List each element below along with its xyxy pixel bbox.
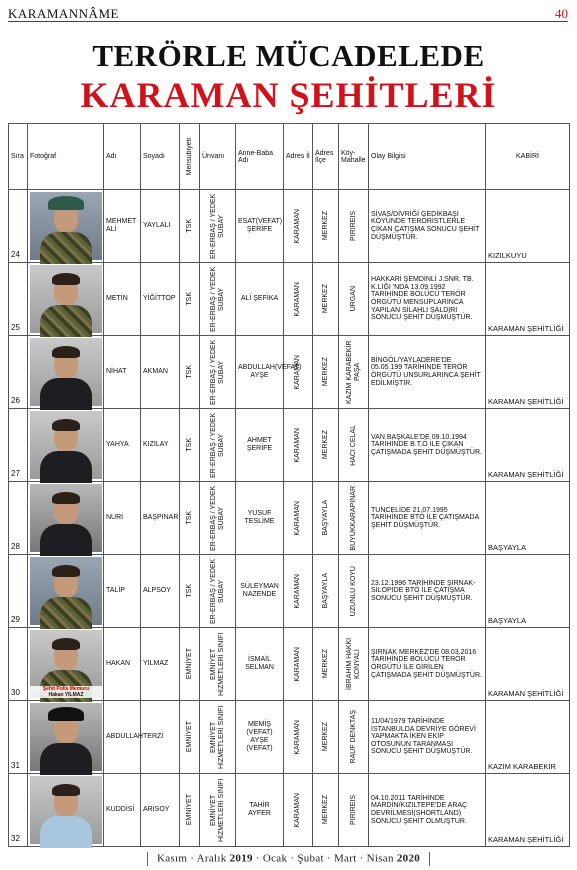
cell-soyadi: YİĞİTTOP (141, 263, 180, 336)
cell-koy (339, 628, 369, 701)
koy-text: PIRIREIS (349, 211, 357, 241)
portrait-photo (30, 703, 102, 771)
cell-kabir: KARAMAN ŞEHİTLİĞİ (486, 409, 570, 482)
cell-photo (28, 263, 104, 336)
unvan-text: EMNİYET HİZMETLERİ SINIFI (209, 632, 225, 696)
cell-soyadi: ALPSOY (141, 555, 180, 628)
col-adres-ilce: Adres İlçe (313, 124, 339, 190)
ilce-text: MERKEZ (321, 284, 329, 314)
cell-ilce (313, 336, 339, 409)
page-header (8, 6, 568, 22)
cell-soyadi: YILMAZ (141, 628, 180, 701)
portrait-photo (30, 484, 102, 552)
cell-anne-baba: AHMET ŞERİFE (236, 409, 284, 482)
col-unvani: Ünvanı (200, 124, 236, 190)
table-row (9, 555, 570, 628)
cell-sira: 31 (9, 701, 28, 774)
cell-kabir: KARAMAN ŞEHİTLİĞİ (486, 336, 570, 409)
cell-il (284, 628, 313, 701)
cell-ilce (313, 701, 339, 774)
cell-olay: 23.12.1996 TARİHİNDE ŞIRNAK-SİLOPİDE BTÖ İLE ÇATIŞMA SONUCU ŞEHİT DÜŞMÜŞTÜR. (369, 555, 486, 628)
koy-text: KAZIM KARABEKİR PAŞA (345, 340, 361, 404)
koy-text: URGAN (349, 286, 357, 312)
cell-kabir: KAZIM KARABEKİR (486, 701, 570, 774)
cell-mensubiyet (180, 701, 200, 774)
cell-olay: TUNCELİDE 21.07.1995 TARİHİNDE BTÖ İLE ÇATIŞMADA ŞEHİT DÜŞMÜŞTÜR. (369, 482, 486, 555)
col-mensubiyeti-label: Mensubiyeti (185, 137, 193, 176)
mensubiyet-text: TSK (185, 219, 193, 233)
cell-koy (339, 482, 369, 555)
ilce-text: MERKEZ (321, 649, 329, 679)
cell-mensubiyet (180, 555, 200, 628)
cell-il (284, 190, 313, 263)
koy-text: PIRIREIS (349, 795, 357, 825)
mensubiyet-text: TSK (185, 438, 193, 452)
col-soyadi: Soyadı (141, 124, 180, 190)
cell-adi: ABDULLAH (104, 701, 141, 774)
cell-photo (28, 555, 104, 628)
il-text: KARAMAN (294, 719, 301, 755)
cell-ilce (313, 190, 339, 263)
cell-adi: HAKAN (104, 628, 141, 701)
cell-il (284, 336, 313, 409)
cell-photo (28, 628, 104, 701)
cell-unvan (200, 774, 236, 847)
cell-kabir: KARAMAN ŞEHİTLİĞİ (486, 263, 570, 336)
cell-mensubiyet (180, 190, 200, 263)
cell-koy (339, 409, 369, 482)
portrait-photo (30, 338, 102, 406)
ilce-text: MERKEZ (321, 357, 329, 387)
il-text: KARAMAN (294, 208, 301, 244)
col-koy-mahalle: Köy-Mahalle (339, 124, 369, 190)
cell-adi: NİHAT (104, 336, 141, 409)
ilce-text: MERKEZ (321, 722, 329, 752)
cell-olay: ŞIRNAK MERKEZ'DE 08.03.2016 TARİHİNDE BÖLÜCÜ TERÖR ÖRGÜTÜ İLE GİRİLEN ÇATIŞMADA ŞEHİT DÜŞMÜŞTÜR. (369, 628, 486, 701)
cell-adi: YAHYA (104, 409, 141, 482)
cell-ilce (313, 628, 339, 701)
col-sira: Sıra (9, 124, 28, 190)
il-text: KARAMAN (294, 354, 301, 390)
photo-caption (30, 686, 102, 698)
cell-ilce (313, 263, 339, 336)
footer-months-2: · Ocak · Şubat · Mart · Nisan (255, 852, 394, 865)
col-foto: Fotoğraf (28, 124, 104, 190)
cell-anne-baba: İSMAİL SELMAN (236, 628, 284, 701)
cell-photo (28, 409, 104, 482)
table-row (9, 701, 570, 774)
cell-il (284, 701, 313, 774)
cell-koy (339, 263, 369, 336)
cell-koy (339, 701, 369, 774)
col-mensubiyeti (180, 124, 200, 190)
ilce-text: MERKEZ (321, 430, 329, 460)
cell-sira: 27 (9, 409, 28, 482)
mensubiyet-text: EMNİYET (185, 721, 193, 753)
cell-unvan (200, 628, 236, 701)
cell-anne-baba: ABDULLAH(VEFAT) AYŞE (236, 336, 284, 409)
cell-kabir: KARAMAN ŞEHİTLİĞİ (486, 774, 570, 847)
ilce-text: MERKEZ (321, 795, 329, 825)
cell-anne-baba: YUSUF TESLİME (236, 482, 284, 555)
table-header-row (9, 124, 570, 190)
ilce-text: MERKEZ (321, 211, 329, 241)
cell-il (284, 482, 313, 555)
cell-photo (28, 190, 104, 263)
cell-unvan (200, 555, 236, 628)
cell-adi: METİN (104, 263, 141, 336)
photo-caption-name: Hakan YILMAZ (48, 692, 84, 698)
cell-sira: 25 (9, 263, 28, 336)
portrait-photo (30, 630, 102, 698)
cell-adi: KUDDİSİ (104, 774, 141, 847)
cell-kabir: KIZILKUYU (486, 190, 570, 263)
cell-unvan (200, 409, 236, 482)
cell-il (284, 774, 313, 847)
footer-year-2: 2020 (396, 852, 421, 865)
il-text: KARAMAN (294, 573, 301, 609)
cell-kabir: KARAMAN ŞEHİTLİĞİ (486, 628, 570, 701)
table-row (9, 482, 570, 555)
koy-text: BÜYÜKKARAPINAR (349, 485, 357, 551)
koy-text: RAUF DENKTAŞ (349, 710, 357, 764)
cell-soyadi: ARISOY (141, 774, 180, 847)
cell-mensubiyet (180, 628, 200, 701)
cell-koy (339, 336, 369, 409)
col-olay: Olay Bilgisi (369, 124, 486, 190)
cell-olay: SİVAS/DİVRİĞİ GEDİKBAŞI KÖYÜNDE TERÖRİSTLERLE ÇIKAN ÇATIŞMA SONUCU ŞEHİT DÜŞMÜŞTÜR. (369, 190, 486, 263)
cell-il (284, 555, 313, 628)
cell-sira: 29 (9, 555, 28, 628)
mensubiyet-text: TSK (185, 511, 193, 525)
cell-soyadi: KIZILAY (141, 409, 180, 482)
cell-soyadi: BAŞPINAR (141, 482, 180, 555)
ilce-text: BAŞYAYLA (321, 500, 329, 536)
cell-olay: HAKKARİ ŞEMDİNLİ J.SNR. TB. K.LIĞI 'NDA 13.09.1992 TARİHİNDE BÖLÜCÜ TERÖR ÖRGÜTÜ MENSUPLARINCA YAPILAN SİLAHLI SALDIRI SONUCU ŞEHİT DÜŞMÜŞTÜR. (369, 263, 486, 336)
unvan-text: ER-ERBAŞ / YEDEK SUBAY (209, 339, 225, 405)
cell-photo (28, 336, 104, 409)
cell-anne-baba: SÜLEYMAN NAZENDE (236, 555, 284, 628)
cell-unvan (200, 190, 236, 263)
cell-sira: 26 (9, 336, 28, 409)
il-text: KARAMAN (294, 500, 301, 536)
table-row (9, 336, 570, 409)
cell-ilce (313, 774, 339, 847)
photo-caption-title: Şehit Polis Memuru (42, 686, 90, 692)
cell-anne-baba: ESAT(VEFAT) ŞERİFE (236, 190, 284, 263)
portrait-photo (30, 192, 102, 260)
cell-soyadi: YAYLALI (141, 190, 180, 263)
cell-ilce (313, 482, 339, 555)
il-text: KARAMAN (294, 427, 301, 463)
cell-unvan (200, 482, 236, 555)
cell-il (284, 263, 313, 336)
cell-kabir: BAŞYAYLA (486, 482, 570, 555)
cell-soyadi: AKMAN (141, 336, 180, 409)
unvan-text: EMNİYET HİZMETLERİ SINIFI (209, 705, 225, 769)
table-row (9, 409, 570, 482)
cell-adi: TALİP (104, 555, 141, 628)
table-row (9, 774, 570, 847)
table-row (9, 263, 570, 336)
page-footer (0, 852, 577, 866)
cell-photo (28, 701, 104, 774)
cell-mensubiyet (180, 263, 200, 336)
cell-anne-baba: ALİ ŞEFİKA (236, 263, 284, 336)
cell-photo (28, 774, 104, 847)
cell-olay: 11/04/1979 TARİHİNDE İSTANBULDA DEVRİYE GÖREVİ YAPMAKTA İKEN EKİP OTOSUNUN TARANMASI SONUCU ŞEHİT DÜŞMÜŞTÜR. (369, 701, 486, 774)
unvan-text: EMNİYET HİZMETLERİ SINIFI (209, 778, 225, 842)
cell-mensubiyet (180, 336, 200, 409)
col-kabir: KABİRİ (486, 124, 570, 190)
unvan-text: ER-ERBAŞ / YEDEK SUBAY (209, 485, 225, 551)
page-number: 40 (555, 6, 568, 21)
unvan-text: ER-ERBAŞ / YEDEK SUBAY (209, 558, 225, 624)
koy-text: UZUNLU KÖYÜ (349, 565, 357, 617)
cell-soyadi: TERZİ (141, 701, 180, 774)
cell-il (284, 409, 313, 482)
cell-koy (339, 774, 369, 847)
portrait-photo (30, 557, 102, 625)
il-text: KARAMAN (294, 281, 301, 317)
table-row (9, 190, 570, 263)
cell-olay: BİNGÖL/YAYLADERE'DE 05.05.199 TARİHİNDE TERÖR ÖRGÜTÜ UNSURLARINCA ŞEHİT EDİLMİŞTİR. (369, 336, 486, 409)
table-row (9, 628, 570, 701)
koy-text: HACI CELAL (349, 424, 357, 466)
cell-unvan (200, 701, 236, 774)
cell-sira: 30 (9, 628, 28, 701)
title-line-1: TERÖRLE MÜCADELEDE (92, 38, 485, 73)
mensubiyet-text: TSK (185, 365, 193, 379)
footer-year-1: 2019 (229, 852, 253, 865)
portrait-photo (30, 776, 102, 844)
cell-sira: 24 (9, 190, 28, 263)
mensubiyet-text: TSK (185, 584, 193, 598)
portrait-photo (30, 411, 102, 479)
unvan-text: ER-ERBAŞ / YEDEK SUBAY (209, 266, 225, 332)
cell-sira: 32 (9, 774, 28, 847)
cell-olay: 04.10.2011 TARİHİNDE MARDİN/KIZILTEPE'DE ARAÇ DEVRİLMESİ(SHORTLAND) SONUCU ŞEHİT OLMUŞTUR. (369, 774, 486, 847)
cell-anne-baba: TAHİR AYFER (236, 774, 284, 847)
koy-text: İBRAHİM HAKKI KONYALI (345, 637, 361, 691)
ilce-text: BAŞYAYLA (321, 573, 329, 609)
cell-kabir: BAŞYAYLA (486, 555, 570, 628)
cell-olay: VAN BAŞKALE'DE 09.10.1994 TARİHİNDE B.T.Ö İLE ÇIKAN ÇATIŞMADA ŞEHİT DÜŞMÜŞTÜR. (369, 409, 486, 482)
cell-unvan (200, 263, 236, 336)
cell-sira: 28 (9, 482, 28, 555)
il-text: KARAMAN (294, 792, 301, 828)
footer-divider-left (147, 852, 148, 866)
mensubiyet-text: EMNİYET (185, 648, 193, 680)
cell-koy (339, 190, 369, 263)
title-line-2: KARAMAN ŞEHİTLERİ (80, 75, 497, 115)
portrait-photo (30, 265, 102, 333)
martyrs-table (8, 123, 570, 847)
col-anne-baba: Anne-Baba Adı (236, 124, 284, 190)
il-text: KARAMAN (294, 646, 301, 682)
cell-mensubiyet (180, 482, 200, 555)
cell-adi: NURİ (104, 482, 141, 555)
cell-anne-baba: MEMİŞ (VEFAT) AYŞE (VEFAT) (236, 701, 284, 774)
footer-months-1: Kasım · Aralık (156, 852, 227, 865)
cell-photo (28, 482, 104, 555)
cell-ilce (313, 555, 339, 628)
magazine-name: KARAMANNÂME (8, 6, 119, 21)
col-adres-il: Adres İl (284, 124, 313, 190)
unvan-text: ER-ERBAŞ / YEDEK SUBAY (209, 193, 225, 259)
cell-koy (339, 555, 369, 628)
cell-ilce (313, 409, 339, 482)
footer-divider-right (429, 852, 430, 866)
cell-mensubiyet (180, 409, 200, 482)
cell-unvan (200, 336, 236, 409)
cell-adi: MEHMET ALİ (104, 190, 141, 263)
unvan-text: ER-ERBAŞ / YEDEK SUBAY (209, 412, 225, 478)
cell-mensubiyet (180, 774, 200, 847)
mensubiyet-text: TSK (185, 292, 193, 306)
mensubiyet-text: EMNİYET (185, 794, 193, 826)
col-adi: Adı (104, 124, 141, 190)
